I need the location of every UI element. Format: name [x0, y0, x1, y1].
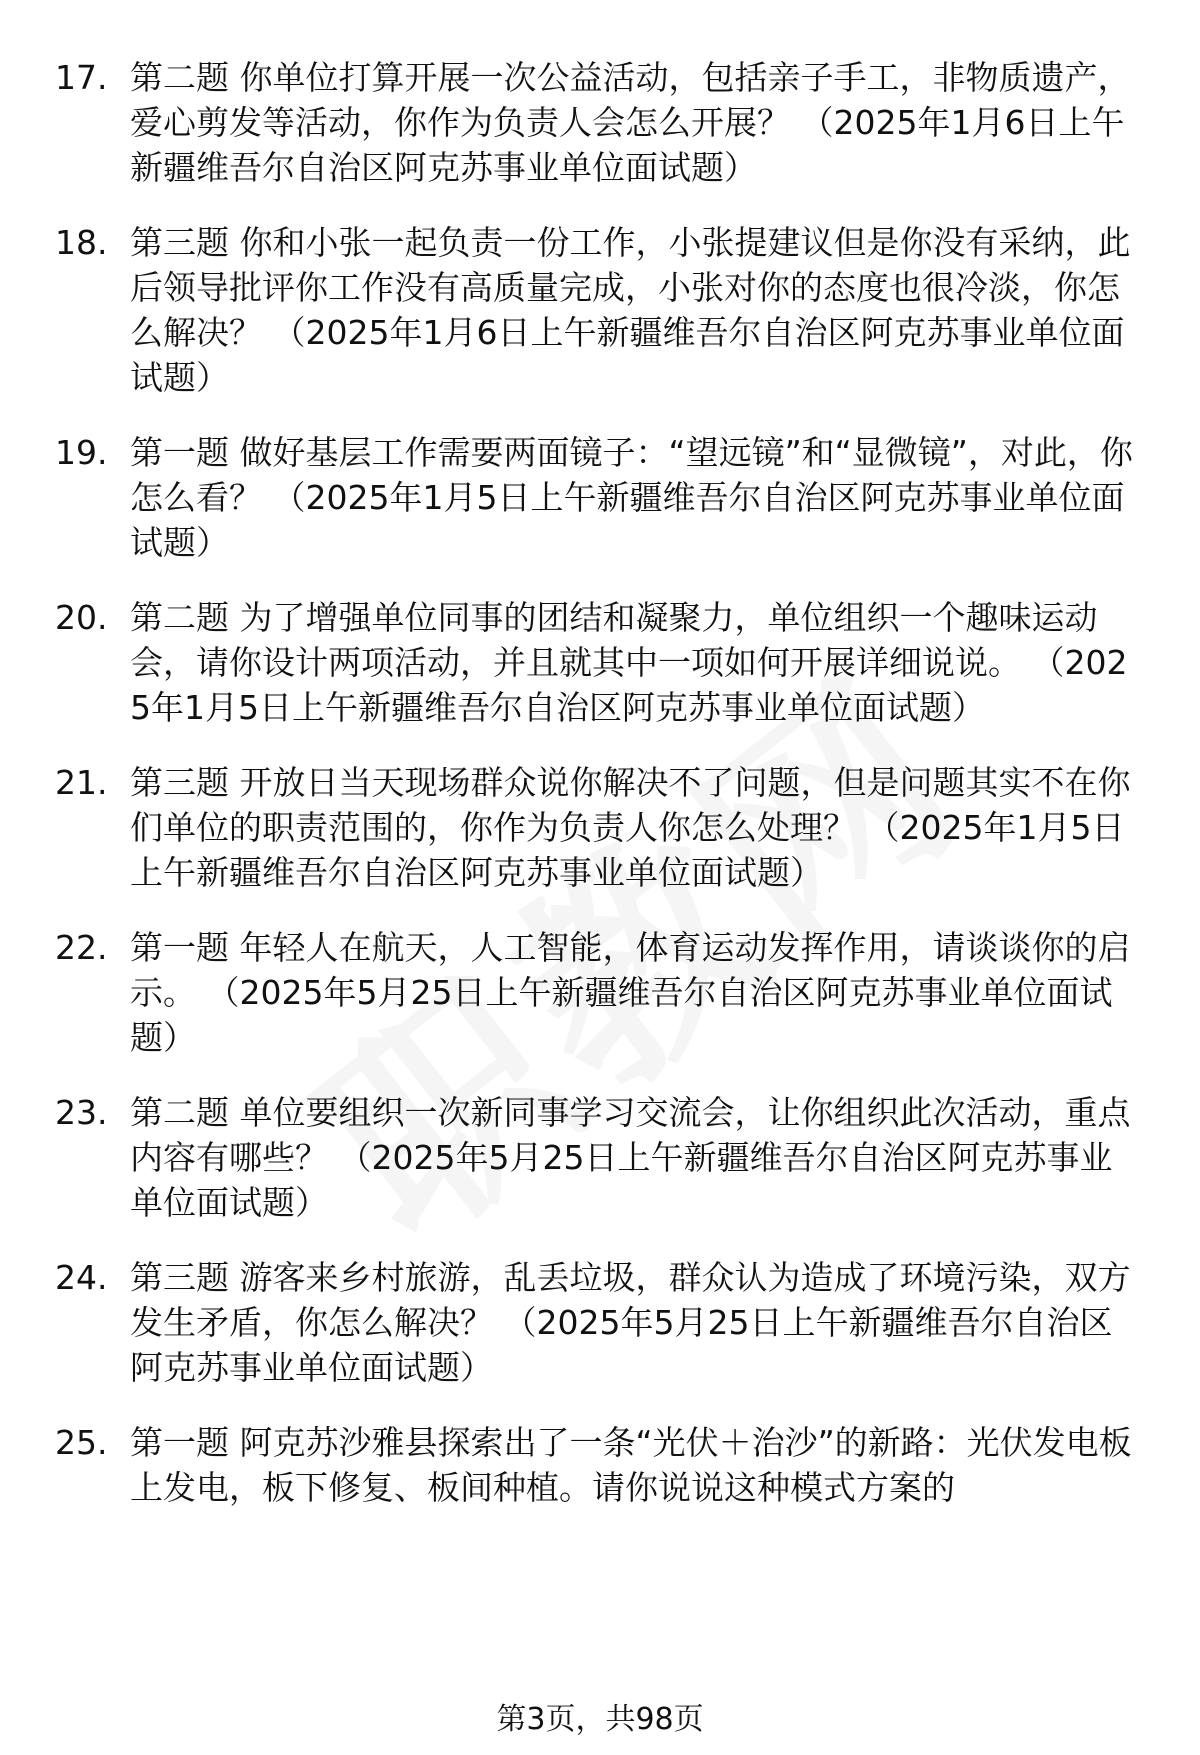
question-number: 17. [55, 58, 108, 97]
question-item [0, 925, 1200, 1060]
question-item [0, 55, 1200, 190]
question-item [0, 1255, 1200, 1390]
question-item [0, 760, 1200, 895]
question-item [0, 430, 1200, 565]
question-item [0, 1090, 1200, 1225]
question-text: 第三题 开放日当天现场群众说你解决不了问题，但是问题其实不在你们单位的职责范围的，你作为负责人你怎么处理？ （2025年1月5日上午新疆维吾尔自治区阿克苏事业单位面试题） [130, 763, 1131, 892]
question-item [0, 1420, 1200, 1510]
question-number: 24. [55, 1258, 108, 1297]
page-footer [0, 1700, 1200, 1740]
question-text: 第一题 年轻人在航天，人工智能，体育运动发挥作用，请谈谈你的启示。 （2025年5月25日上午新疆维吾尔自治区阿克苏事业单位面试题） [130, 928, 1131, 1057]
question-text: 第二题 为了增强单位同事的团结和凝聚力，单位组织一个趣味运动会，请你设计两项活动，并且就其中一项如何开展详细说说。 （2025年1月5日上午新疆维吾尔自治区阿克苏事业单位面试题） [130, 598, 1128, 727]
question-list [0, 55, 1200, 1540]
page-number-label: 第3页，共98页 [496, 1702, 704, 1737]
question-item [0, 220, 1200, 400]
question-number: 22. [55, 928, 108, 967]
question-item [0, 595, 1200, 730]
question-number: 19. [55, 433, 108, 472]
question-text: 第二题 单位要组织一次新同事学习交流会，让你组织此次活动，重点内容有哪些？ （2025年5月25日上午新疆维吾尔自治区阿克苏事业单位面试题） [130, 1093, 1131, 1222]
question-text: 第二题 你单位打算开展一次公益活动，包括亲子手工，非物质遗产，爱心剪发等活动，你作为负责人会怎么开展？ （2025年1月6日上午新疆维吾尔自治区阿克苏事业单位面试题） [130, 58, 1131, 187]
question-number: 18. [55, 223, 108, 262]
question-text: 第三题 你和小张一起负责一份工作，小张提建议但是你没有采纳，此后领导批评你工作没有高质量完成，小张对你的态度也很冷淡，你怎么解决？ （2025年1月6日上午新疆维吾尔自治区阿克苏事业单位面试题） [130, 223, 1131, 397]
question-text: 第一题 做好基层工作需要两面镜子：“望远镜”和“显微镜”，对此，你怎么看？ （2025年1月5日上午新疆维吾尔自治区阿克苏事业单位面试题） [130, 433, 1133, 562]
question-text: 第三题 游客来乡村旅游，乱丢垃圾，群众认为造成了环境污染，双方发生矛盾，你怎么解决？ （2025年5月25日上午新疆维吾尔自治区阿克苏事业单位面试题） [130, 1258, 1131, 1387]
question-number: 21. [55, 763, 108, 802]
question-number: 25. [55, 1423, 108, 1462]
question-text: 第一题 阿克苏沙雅县探索出了一条“光伏＋治沙”的新路：光伏发电板上发电，板下修复、板间种植。请你说说这种模式方案的 [130, 1423, 1132, 1507]
question-number: 20. [55, 598, 108, 637]
question-number: 23. [55, 1093, 108, 1132]
